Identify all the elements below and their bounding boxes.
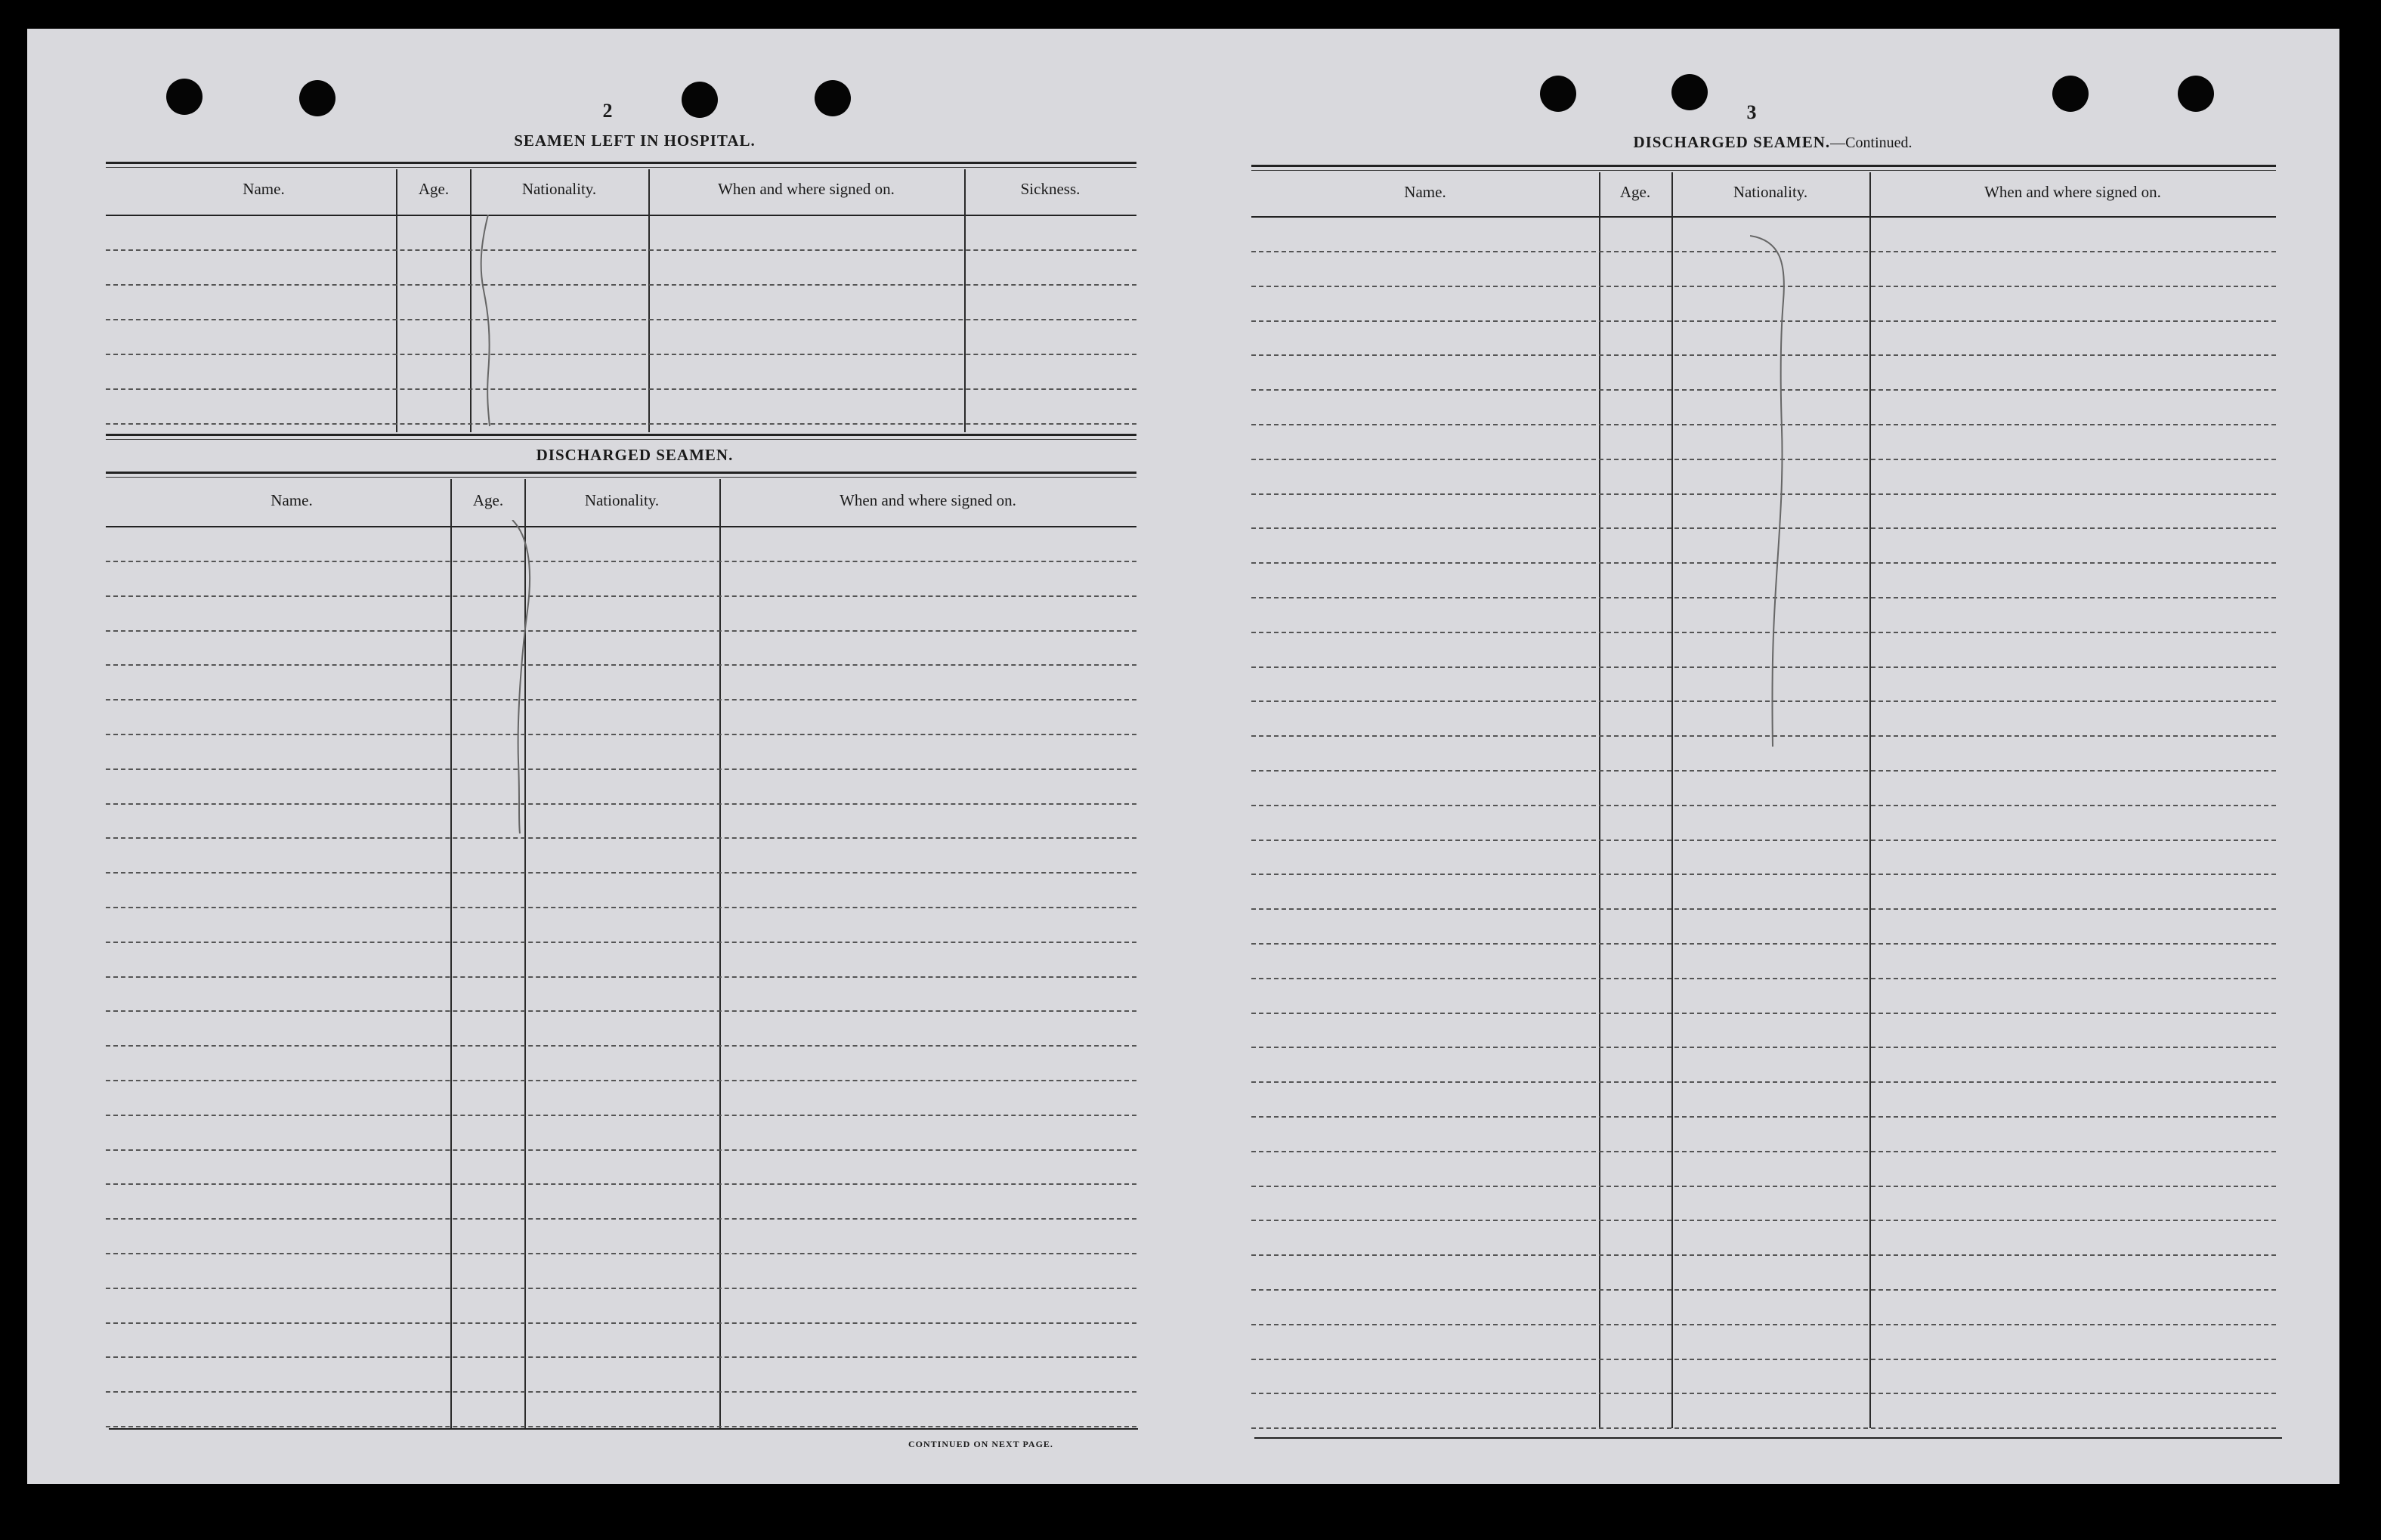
discharged-continued-title (1463, 133, 2083, 152)
form-row-line (1251, 1220, 2276, 1221)
form-row-line (106, 1218, 1136, 1220)
form-row-line (1251, 1047, 2276, 1048)
form-row-line (106, 319, 1136, 320)
right-top-rule (1251, 165, 2276, 167)
form-row-line (106, 1426, 1136, 1427)
form-row-line (1251, 770, 2276, 772)
form-row-line (106, 768, 1136, 770)
discharged-header-name: Name. (271, 491, 313, 509)
form-row-line (1251, 1013, 2276, 1014)
form-row-line (106, 699, 1136, 700)
punch-hole (1540, 76, 1576, 112)
right-col-divider (1869, 172, 1871, 1428)
form-row-line (106, 354, 1136, 355)
discharged-header-rule (106, 526, 1136, 527)
form-row-line (106, 249, 1136, 251)
hospital-section-title: SEAMEN LEFT IN HOSPITAL. (514, 131, 756, 150)
right-header-rule (1251, 216, 2276, 218)
discharged-continued-title-main: DISCHARGED SEAMEN. (1633, 133, 1831, 151)
form-row-line (106, 734, 1136, 735)
form-row-line (106, 1253, 1136, 1254)
form-row-line (106, 595, 1136, 597)
form-row-line (1251, 1289, 2276, 1291)
hospital-header-signed-on: When and where signed on. (718, 180, 895, 198)
form-row-line (1251, 1254, 2276, 1256)
punch-hole (2178, 76, 2214, 112)
form-row-line (106, 1149, 1136, 1151)
punch-hole (166, 79, 203, 115)
form-row-line (106, 1288, 1136, 1289)
hospital-header-rule (106, 215, 1136, 216)
punch-hole (299, 80, 336, 116)
form-row-line (1251, 1427, 2276, 1429)
page-number-left: 2 (602, 100, 613, 122)
form-row-line (106, 1080, 1136, 1081)
form-row-line (1251, 1359, 2276, 1360)
pencil-mark (511, 520, 549, 837)
right-header-age: Age. (1619, 183, 1651, 201)
form-row-line (1251, 874, 2276, 875)
hospital-header-nationality: Nationality. (521, 180, 597, 198)
form-row-line (1251, 1324, 2276, 1325)
right-header-signed-on: When and where signed on. (1984, 183, 2161, 201)
right-header-name: Name. (1404, 183, 1446, 201)
discharged-section-title: DISCHARGED SEAMEN. (536, 446, 734, 464)
form-row-line (106, 803, 1136, 805)
form-row-line (106, 1183, 1136, 1185)
form-row-line (106, 1010, 1136, 1012)
punch-hole (815, 80, 851, 116)
form-row-line (1251, 1081, 2276, 1083)
form-row-line (106, 1045, 1136, 1047)
form-row-line (106, 1322, 1136, 1324)
form-row-line (106, 664, 1136, 666)
form-row-line (106, 630, 1136, 632)
discharged-top-rule (106, 472, 1136, 474)
form-row-line (1251, 805, 2276, 806)
form-row-line (1251, 1151, 2276, 1152)
right-col-divider (1671, 172, 1673, 1428)
page-number-right: 3 (1746, 101, 1757, 123)
form-row-line (106, 1391, 1136, 1393)
form-row-line (1251, 1393, 2276, 1394)
pencil-mark (465, 215, 511, 434)
form-row-line (1251, 1116, 2276, 1118)
form-row-line (106, 1356, 1136, 1358)
form-row-line (106, 561, 1136, 562)
right-bottom-rule (1254, 1437, 2282, 1439)
continued-note: CONTINUED ON NEXT PAGE. (908, 1439, 1053, 1449)
pencil-mark (1750, 233, 1810, 762)
form-row-line (106, 284, 1136, 286)
form-row-line (106, 388, 1136, 390)
hospital-header-age: Age. (418, 180, 450, 198)
form-row-line (1251, 943, 2276, 945)
form-row-line (106, 907, 1136, 908)
punch-hole (682, 82, 718, 118)
discharged-col-divider (450, 479, 452, 1428)
hospital-col-divider (648, 169, 650, 432)
form-row-line (106, 872, 1136, 874)
discharged-header-signed-on: When and where signed on. (840, 491, 1016, 509)
discharged-col-divider (719, 479, 721, 1428)
punch-hole (1671, 74, 1708, 110)
right-header-nationality: Nationality. (1733, 183, 1808, 201)
hospital-bottom-rule (106, 434, 1136, 436)
discharged-bottom-rule (109, 1428, 1138, 1430)
right-col-divider (1599, 172, 1600, 1428)
hospital-header-name: Name. (243, 180, 285, 198)
form-row-line (106, 837, 1136, 839)
form-row-line (1251, 908, 2276, 910)
discharged-continued-suffix: —Continued. (1830, 135, 1913, 151)
form-row-line (106, 976, 1136, 978)
form-row-line (106, 1115, 1136, 1116)
hospital-header-sickness: Sickness. (1020, 180, 1081, 198)
form-row-line (1251, 1186, 2276, 1187)
discharged-header-age: Age. (472, 491, 504, 509)
form-row-line (1251, 978, 2276, 979)
hospital-col-divider (396, 169, 397, 432)
hospital-top-rule (106, 162, 1136, 164)
form-row-line (1251, 840, 2276, 841)
form-sheet (27, 29, 2339, 1484)
hospital-col-divider (964, 169, 966, 432)
form-row-line (106, 423, 1136, 425)
discharged-header-nationality: Nationality. (584, 491, 660, 509)
punch-hole (2052, 76, 2089, 112)
form-row-line (106, 942, 1136, 943)
